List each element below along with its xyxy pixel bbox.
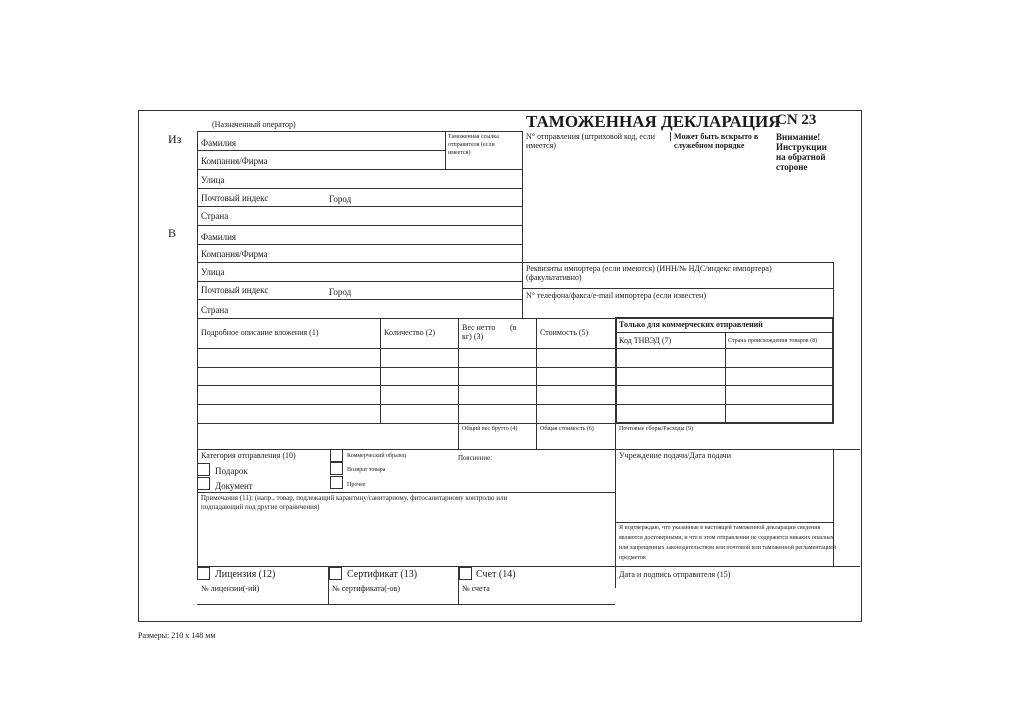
sender-street-field[interactable]: Улица — [201, 175, 225, 185]
customs-ref-line1: Таможенная ссылка — [448, 134, 499, 140]
divider — [197, 131, 522, 132]
divider — [197, 244, 522, 245]
divider — [197, 150, 445, 151]
shipment-no-line2: имеется) — [526, 141, 556, 150]
document-label: Документ — [215, 481, 253, 491]
col-quantity: Количество (2) — [384, 328, 435, 337]
other-checkbox[interactable] — [330, 476, 343, 489]
divider — [197, 604, 615, 605]
may-be-opened-line2: служебном порядке — [674, 141, 745, 150]
table-row-line — [197, 423, 833, 424]
certificate-checkbox[interactable] — [329, 567, 342, 580]
divider — [197, 299, 522, 300]
recipient-city-field[interactable]: Город — [329, 287, 352, 297]
sender-surname-field[interactable]: Фамилия — [201, 138, 237, 148]
form-title: ТАМОЖЕННАЯ ДЕКЛАРАЦИЯ — [526, 112, 781, 131]
commercial-only-heading: Только для коммерческих отправлений — [619, 320, 763, 329]
certification-line2: являются достоверными, и что в этом отправлении не содержится никаких опасных — [619, 535, 834, 541]
divider — [615, 332, 833, 333]
document-checkbox[interactable] — [197, 477, 210, 490]
divider — [445, 131, 446, 169]
commercial-sample-label: Коммерческий образец — [347, 453, 406, 459]
certification-line4: предметов — [619, 555, 646, 561]
divider — [670, 132, 671, 141]
office-date-label: Учреждение подачи/Дата подачи — [619, 451, 731, 460]
commercial-box — [615, 317, 834, 424]
recipient-country-field[interactable]: Страна — [201, 305, 229, 315]
attention-line1: Внимание! — [776, 132, 821, 142]
divider — [522, 131, 523, 318]
certificate-no-field[interactable]: № сертификата(-ов) — [332, 584, 400, 593]
divider — [197, 169, 522, 170]
certification-line3: или запрещенных законодательством или почтовой или таможенной регламентацией — [619, 545, 837, 551]
col-hs-code: Код ТНВЭД (7) — [619, 336, 672, 345]
customs-ref-line2: отправителя (если — [448, 142, 495, 148]
operator-label: (Назначенный оператор) — [212, 120, 296, 129]
col-net-weight-a: Вес нетто — [462, 323, 496, 332]
sender-postcode-field[interactable]: Почтовый индекс — [201, 193, 269, 203]
category-title: Категория отправления (10) — [201, 451, 296, 460]
license-no-field[interactable]: № лицензии(-ий) — [201, 584, 260, 593]
certification-line1: Я подтверждаю, что указанные в настоящей таможенной декларации сведения — [619, 525, 821, 531]
total-gross-weight-label: Общий вес брутто (4) — [462, 426, 518, 432]
gift-label: Подарок — [215, 466, 248, 476]
shipment-no-line1: N° отправления (штриховой код, если — [526, 132, 655, 141]
notes-line1: Примечания (11): (напр., товар, подлежащий карантину/санитарному, фитосанитарному контролю или — [201, 494, 508, 502]
recipient-street-field[interactable]: Улица — [201, 267, 225, 277]
table-row-line — [197, 385, 833, 386]
divider — [197, 318, 198, 566]
postal-charges-label: Почтовые сборы/Расходы (9) — [619, 426, 694, 432]
sender-label: Из — [168, 132, 182, 146]
license-label: Лицензия (12) — [215, 569, 276, 580]
gift-checkbox[interactable] — [197, 463, 210, 476]
divider — [197, 188, 522, 189]
attention-line3: на обратной — [776, 152, 826, 162]
recipient-company-field[interactable]: Компания/Фирма — [201, 249, 268, 259]
col-net-weight-c: кг) (3) — [462, 332, 484, 341]
divider — [522, 288, 833, 289]
divider — [380, 318, 381, 423]
divider — [522, 262, 833, 263]
divider — [197, 492, 615, 493]
table-row-line — [197, 367, 833, 368]
certificate-label: Сертификат (13) — [347, 569, 418, 580]
may-be-opened-line1: Может быть вскрыто в — [674, 132, 759, 141]
recipient-postcode-field[interactable]: Почтовый индекс — [201, 285, 269, 295]
divider — [197, 449, 860, 450]
returned-goods-checkbox[interactable] — [330, 462, 343, 475]
attention-line2: Инструкции — [776, 142, 827, 152]
dimensions-note: Размеры: 210 x 148 мм — [138, 631, 216, 640]
returned-goods-label: Возврат товара — [347, 467, 386, 473]
other-label: Прочее — [347, 482, 366, 488]
license-checkbox[interactable] — [197, 567, 210, 580]
divider — [197, 225, 522, 226]
customs-ref-line3: имеется) — [448, 150, 471, 156]
recipient-surname-field[interactable]: Фамилия — [201, 232, 237, 242]
table-row-line — [197, 404, 833, 405]
invoice-checkbox[interactable] — [459, 567, 472, 580]
col-net-weight-b: (в — [510, 323, 517, 332]
total-value-label: Общая стоимость (6) — [540, 426, 594, 432]
divider — [197, 206, 522, 207]
recipient-label: В — [168, 226, 177, 240]
table-row-line — [197, 348, 833, 349]
form-code: CN 23 — [776, 112, 817, 128]
col-description: Подробное описание вложения (1) — [201, 328, 319, 337]
invoice-label: Счет (14) — [476, 569, 516, 580]
sender-city-field[interactable]: Город — [329, 194, 352, 204]
importer-details-line1: Реквизиты импортера (если имеются) (ИНН/№ НДС/индекс импортера) — [526, 264, 772, 273]
sender-company-field[interactable]: Компания/Фирма — [201, 156, 268, 166]
divider — [458, 318, 459, 449]
invoice-no-field[interactable]: № счета — [462, 584, 490, 593]
commercial-sample-checkbox[interactable] — [330, 449, 343, 462]
divider — [197, 262, 522, 263]
sender-country-field[interactable]: Страна — [201, 211, 229, 221]
divider — [615, 522, 833, 523]
importer-phone-field[interactable]: N° телефона/факса/e-mail импортера (если известен) — [526, 291, 706, 300]
sender-signature-label: Дата и подпись отправителя (15) — [619, 570, 731, 579]
attention-line4: стороне — [776, 162, 808, 172]
importer-details-line2: (факультативно) — [526, 273, 582, 282]
explanation-label: Пояснение: — [458, 454, 493, 462]
col-origin-country: Страна происхождения товаров (8) — [728, 338, 818, 344]
notes-line2: подпадающий под другие ограничения) — [201, 503, 320, 511]
divider — [536, 318, 537, 449]
divider — [197, 566, 860, 567]
col-value: Стоимость (5) — [540, 328, 589, 337]
divider — [197, 281, 522, 282]
